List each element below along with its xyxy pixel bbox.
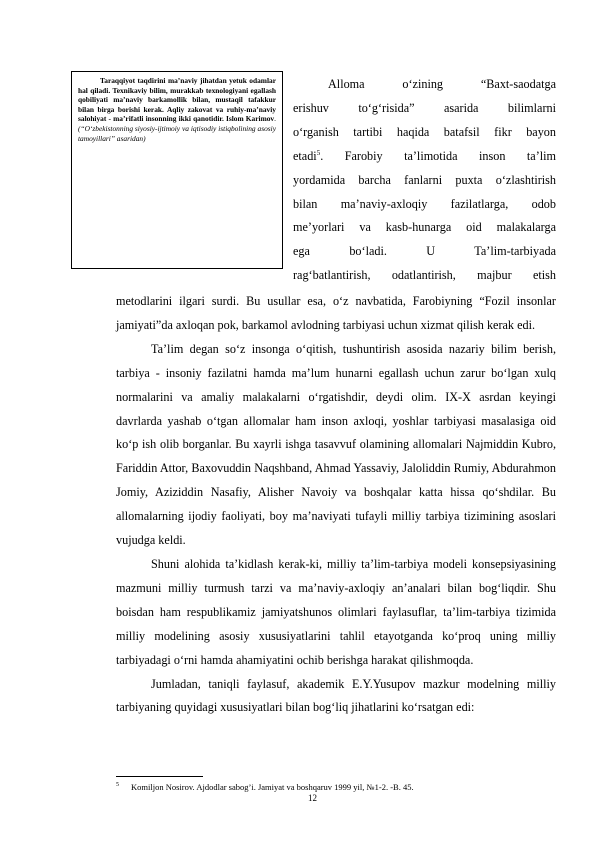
epigraph-author: Islom Karimov <box>225 114 275 124</box>
paragraph: Jumladan, taniqli faylasuf, akademik E.Y.Yusupov mazkur modelning milliy tarbiyaning quyidagi xususiyatlari bilan bog‘liq jihatlarini ko‘rsatgan edi: <box>116 676 556 715</box>
text-line: rag‘batlantirish, odatlantirish, majbur etish <box>293 268 556 283</box>
text-line-with-footnote <box>293 145 556 169</box>
body-text <box>116 290 556 720</box>
epigraph-text: Taraqqiyot taqdirini ma’naviy jihatdan yetuk odamlar hal qiladi. Texnikaviy bilim, murakkab texnologiyani egallash qobiliyati ma’naviy barkamollik bilan, mustaqil tafakkur bilan birga borishi kerak. Aqliy zakovat va ruhiy-ma’naviy salohiyat - ma’rifatli insonning ikki qanotidir. Islom Karimov. (“O‘zbekistonning siyosiy-ijtimoiy va iqtisodiy istiqbolining asosiy tamoyillari” asaridan) <box>78 76 276 143</box>
paragraph: Shuni alohida ta’kidlash kerak-ki, milliy ta’lim-tarbiya modeli konsepsiyasining mazmuni milliy turmush tarzi va ma’naviy-axloqiy an’analari bilan bog‘liqdir. Shu boisdan ham respublikamiz jamiyatshunos olimlari faylasuflar, ta’lim-tarbiya tizimida milliy modelining asosiy xususiyatlarini tahlil etayotganda ko‘proq uning milliy tarbiyadagi o‘rni hamda ahamiyatini ochib berishga harakat qilishmoqda. <box>116 556 556 667</box>
text-fragment: . Farobiy ta’limotida inson ta’lim <box>320 148 556 163</box>
footnote-text: Komiljon Nosirov. Ajdodlar sabog’i. Jamiyat va boshqaruv 1999 yil, №1-2. -B. 45. <box>131 781 414 792</box>
text-line: erishuv to‘g‘risida” asarida bilimlarni <box>293 100 556 115</box>
paragraph: metodlarini ilgari surdi. Bu usullar esa, o‘z navbatida, Farobiyning “Fozil insonlar jamiyati”da axloqan pok, barkamol avlodning tarbiyasi uchun xizmat qilish kerak edi. <box>116 294 556 332</box>
footnote-number: 5 <box>116 782 119 788</box>
footnote-divider <box>116 776 203 777</box>
text-line: bilan ma’naviy-axloqiy fazilatlarga, odob <box>293 196 556 211</box>
epigraph-box <box>71 71 283 269</box>
right-column-text <box>293 73 556 288</box>
text-line-content <box>293 149 556 163</box>
epigraph-quote: Taraqqiyot taqdirini ma’naviy jihatdan yetuk odamlar hal qiladi. Texnikaviy bilim, murakkab texnologiyani egallash qobiliyati ma’naviy barkamollik bilan, mustaqil tafakkur bilan birga borishi kerak. Aqliy zakovat va ruhiy-ma’naviy salohiyat - ma’rifatli insonning ikki qanotidir. <box>78 76 276 124</box>
paragraph: Ta’lim degan so‘z insonga o‘qitish, tushuntirish asosida nazariy bilim berish, tarbiya - insoniy fazilatni hamda ma’lum hunarni egallash uchun zarur bo‘lgan xulq normalarini va amaliy malakalarni o‘rgatishdir, deydi olim. IX-X asrdan keyingi davrlarda yashab o‘tgan allomalar ham inson axloqi, yoshlar tarbiyasi masalasiga oid ko‘p ish olib borganlar. Bu xayrli ishga tasavvuf olamining allomalari Najmiddin Kubro, Fariddin Attor, Baxovuddin Naqshband, Ahmad Yassaviy, Jaloliddin Rumiy, Abdurahmon Jomiy, Aziziddin Nasafiy, Alisher Navoiy va boshqalar katta hissa qo‘shdilar. Bu allomalarning ijodiy faoliyati, boy ma’naviyati tufayli milliy tarbiya tizimining asoslari vujudga keldi. <box>116 341 556 548</box>
epigraph-source: (“O‘zbekistonning siyosiy-ijtimoiy va iqtisodiy istiqbolining asosiy tamoyillari” asaridan) <box>78 123 276 143</box>
text-line: Alloma o‘zining “Baxt-saodatga <box>328 77 556 91</box>
footnote <box>116 780 556 793</box>
text-fragment: etadi <box>293 148 317 163</box>
text-line: o‘rganish tartibi haqida batafsil fikr bayon <box>293 124 556 139</box>
text-line: ega bo‘ladi. U Ta’lim-tarbiyada <box>293 244 556 259</box>
text-line: yordamida barcha fanlarni puxta o‘zlashtirish <box>293 172 556 187</box>
page-number: 12 <box>308 793 317 803</box>
footnote-reference[interactable]: 5 <box>316 148 321 157</box>
text-line: me’yorlari va kasb-hunarga oid malakalarga <box>293 220 556 235</box>
